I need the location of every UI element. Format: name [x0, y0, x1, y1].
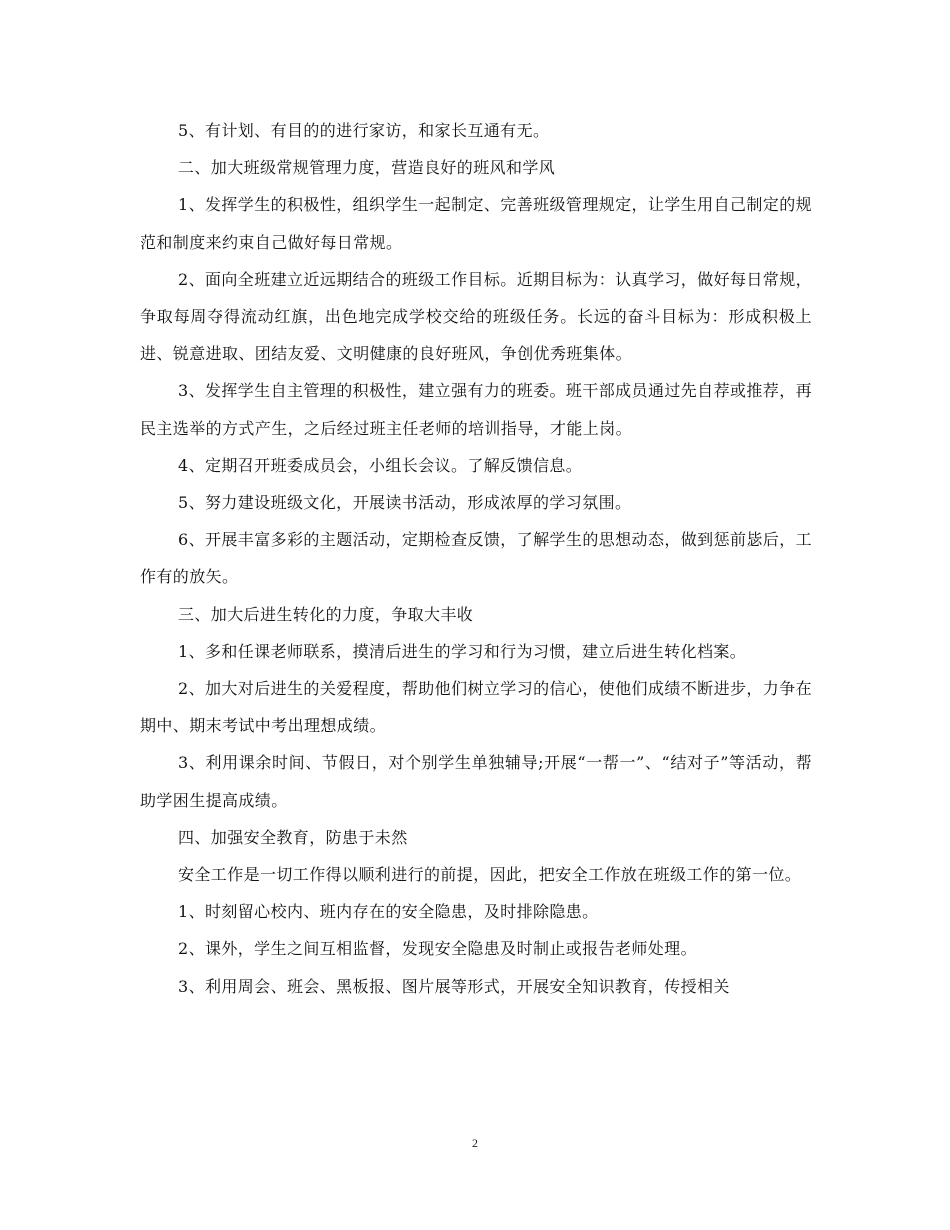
paragraph-individual-tutoring: 3、利用课余时间、节假日，对个别学生单独辅导;开展“一帮一”、“结对子”等活动，帮助学困生提高成绩。 [140, 753, 812, 810]
paragraph-care-underachievers: 2、加大对后进生的关爱程度，帮助他们树立学习的信心，使他们成绩不断进步，力争在期中、期末考试中考出理想成绩。 [140, 679, 812, 736]
paragraph-theme-activities: 6、开展丰富多彩的主题活动，定期检查反馈，了解学生的思想动态，做到惩前毖后，工作有的放矢。 [140, 530, 812, 587]
paragraph-regular-meetings: 4、定期召开班委成员会，小组长会议。了解反馈信息。 [178, 455, 583, 475]
paragraph-class-goals: 2、面向全班建立近远期结合的班级工作目标。近期目标为：认真学习，做好每日常规，争取每周夺得流动红旗，出色地完成学校交给的班级任务。长远的奋斗目标为：形成积极上进、锐意进取、团结友爱、文明健康的良好班风，争创优秀班集体。 [140, 269, 812, 364]
paragraph-safety-priority: 安全工作是一切工作得以顺利进行的前提，因此，把安全工作放在班级工作的第一位。 [178, 865, 802, 885]
paragraph-student-initiative: 1、发挥学生的积极性，组织学生一起制定、完善班级管理规定，让学生用自己制定的规范和制度来约束自己做好每日常规。 [140, 195, 812, 252]
section-heading-class-management: 二、加大班级常规管理力度，营造良好的班风和学风 [178, 158, 556, 178]
page-number: 2 [472, 1136, 478, 1150]
section-heading-safety: 四、加强安全教育，防患于未然 [178, 827, 408, 847]
paragraph-hazard-watch: 1、时刻留心校内、班内存在的安全隐患，及时排除隐患。 [178, 902, 599, 922]
paragraph-safety-education: 3、利用周会、班会、黑板报、图片展等形式，开展安全知识教育，传授相关 [178, 976, 730, 996]
paragraph-mutual-supervision: 2、课外，学生之间互相监督，发现安全隐患及时制止或报告老师处理。 [178, 939, 697, 959]
document-body [140, 112, 812, 1005]
paragraph-class-committee: 3、发挥学生自主管理的积极性，建立强有力的班委。班干部成员通过先自荐或推荐，再民主选举的方式产生，之后经过班主任老师的培训指导，才能上岗。 [140, 381, 812, 438]
paragraph-teacher-contact: 1、多和任课老师联系，摸清后进生的学习和行为习惯，建立后进生转化档案。 [178, 641, 747, 661]
section-heading-underachievers: 三、加大后进生转化的力度，争取大丰收 [178, 604, 474, 624]
paragraph-class-culture: 5、努力建设班级文化，开展读书活动，形成浓厚的学习氛围。 [178, 493, 632, 513]
paragraph-home-visit: 5、有计划、有目的的进行家访，和家长互通有无。 [178, 121, 550, 140]
